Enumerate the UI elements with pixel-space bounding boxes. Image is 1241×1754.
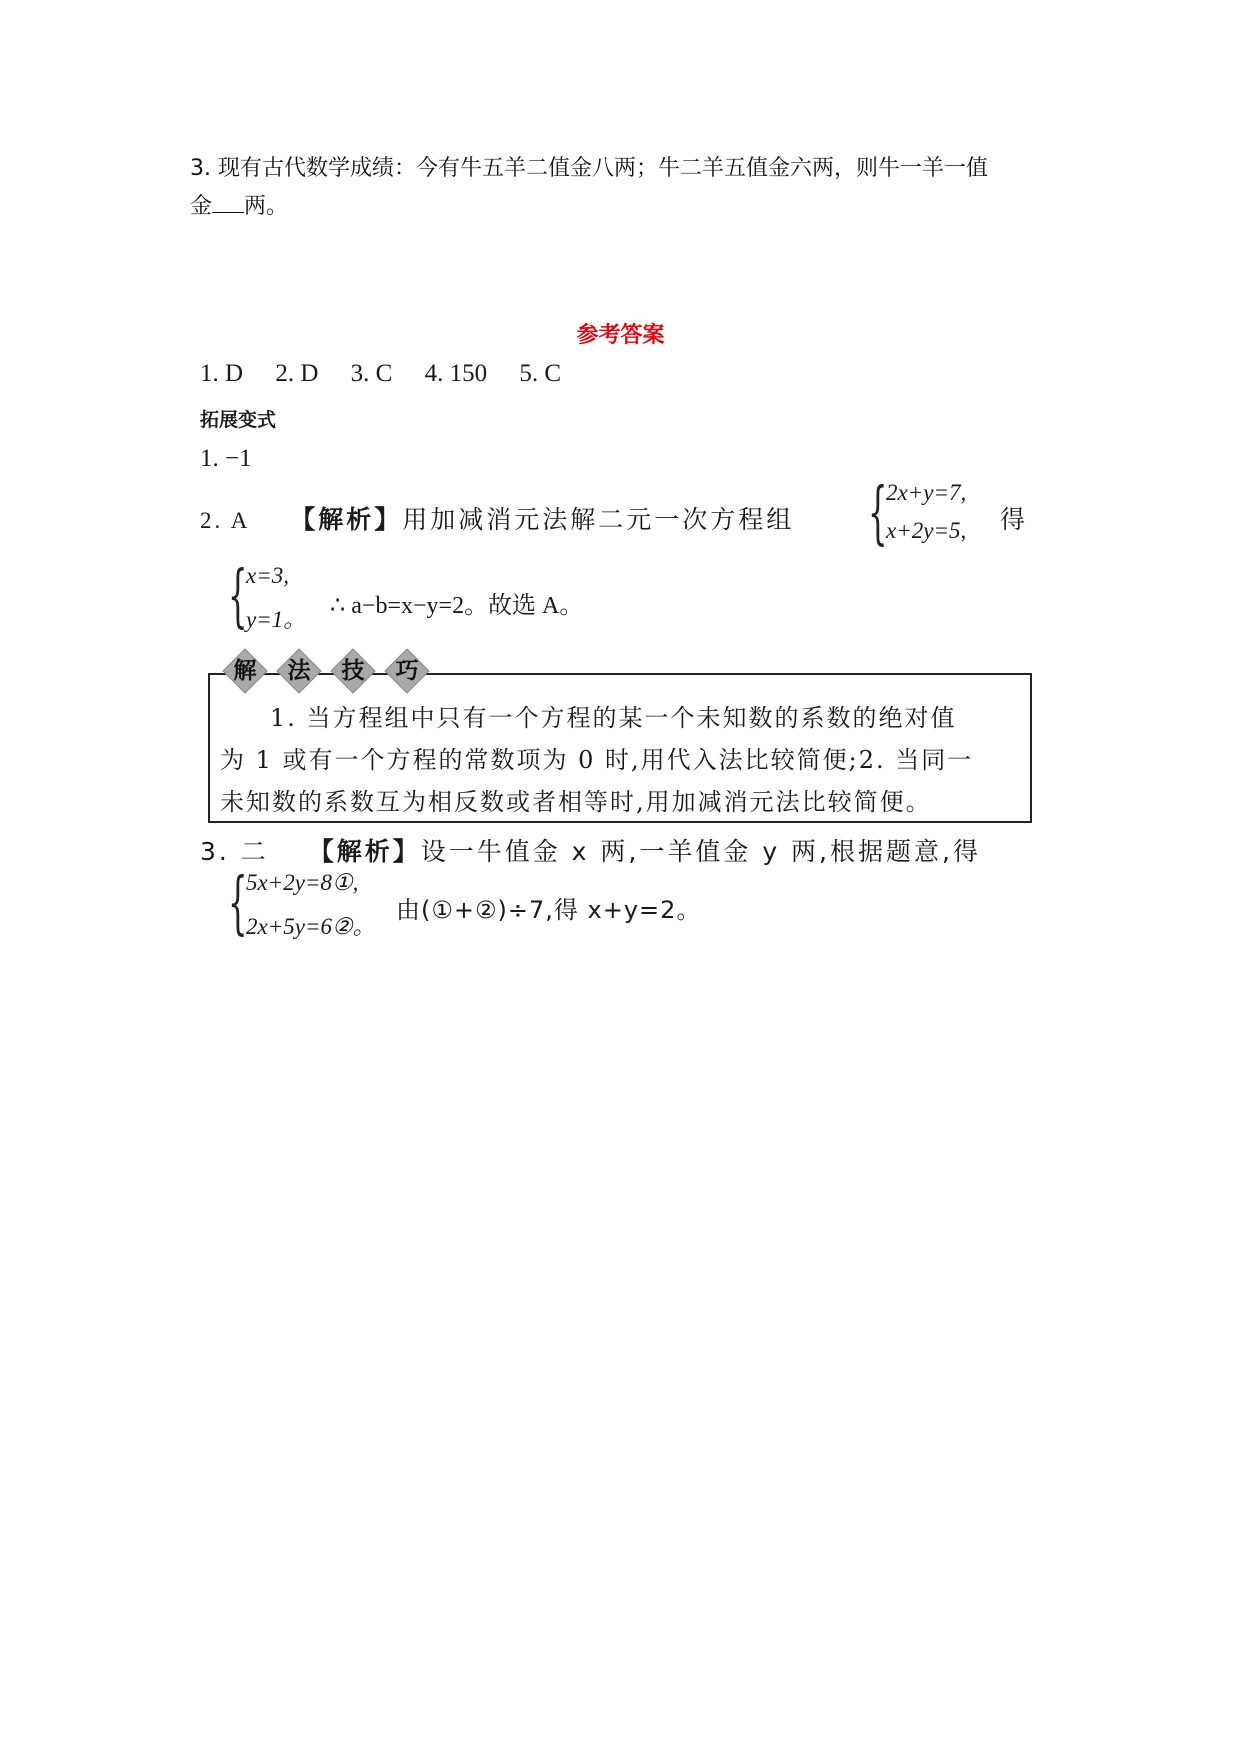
answer-item: 1. D <box>200 360 244 387</box>
extension-answer-3 <box>200 832 981 868</box>
system-eq-2: 2x+5y=6②。 <box>246 914 376 939</box>
answers-heading: 参考答案 <box>576 323 665 348</box>
solution-brace: { <box>228 557 248 636</box>
analysis-tag: 【解析】 <box>308 837 421 866</box>
system-eq-1: 2x+y=7, <box>886 480 967 505</box>
answer-item: 4. 150 <box>424 360 488 387</box>
solution-x: x=3, <box>246 563 289 588</box>
system-eq-1: 5x+2y=8①, <box>246 870 359 895</box>
extension-answer-2 <box>200 500 794 536</box>
answer-item: 5. C <box>519 360 561 387</box>
extension-answer-1: 1. −1 <box>200 445 252 472</box>
extension-heading: 拓展变式 <box>200 409 277 431</box>
answer-blank <box>212 194 244 213</box>
question-3-line2 <box>190 188 988 226</box>
question-3-suffix: 两。 <box>244 194 289 219</box>
tips-badge: 法 <box>276 648 322 694</box>
answer-item: 2. D <box>275 360 319 387</box>
solution-conclusion: ∴ a−b=x−y=2。故选 A。 <box>330 593 584 619</box>
extension-3-text: 设一牛值金 x 两,一羊值金 y 两,根据题意,得 <box>420 837 981 866</box>
analysis-tag: 【解析】 <box>290 505 403 534</box>
solution-y: y=1。 <box>246 607 307 632</box>
question-3-line1: 3. 现有古代数学成绩：今有牛五羊二值金八两；牛二羊五值金六两，则牛一羊一值 <box>190 156 988 181</box>
extension-2-label: 2. A <box>200 508 251 533</box>
extension-3-tail: 由(①+②)÷7,得 x+y=2。 <box>396 896 702 924</box>
question-3 <box>190 150 988 226</box>
system-eq-2: x+2y=5, <box>886 518 967 543</box>
answer-item: 3. C <box>350 360 393 387</box>
extension-2-text: 用加减消元法解二元一次方程组 <box>402 505 795 534</box>
tips-line: 1. 当方程组中只有一个方程的某一个未知数的系数的绝对值 <box>270 704 957 732</box>
tips-line: 为 1 或有一个方程的常数项为 0 时,用代入法比较简便;2. 当同一 <box>220 746 974 774</box>
extension-2-tail: 得 <box>1000 505 1029 534</box>
extension-3-label: 3. 二 <box>200 837 269 866</box>
answer-list <box>200 360 587 388</box>
tips-badge: 技 <box>330 648 376 694</box>
tips-badge: 解 <box>222 648 268 694</box>
equation-brace: { <box>228 864 248 943</box>
tips-badge: 巧 <box>384 648 430 694</box>
question-3-prefix: 金 <box>190 194 213 219</box>
equation-brace: { <box>868 474 888 553</box>
tips-line: 未知数的系数互为相反数或者相等时,用加减消元法比较简便。 <box>220 788 932 816</box>
